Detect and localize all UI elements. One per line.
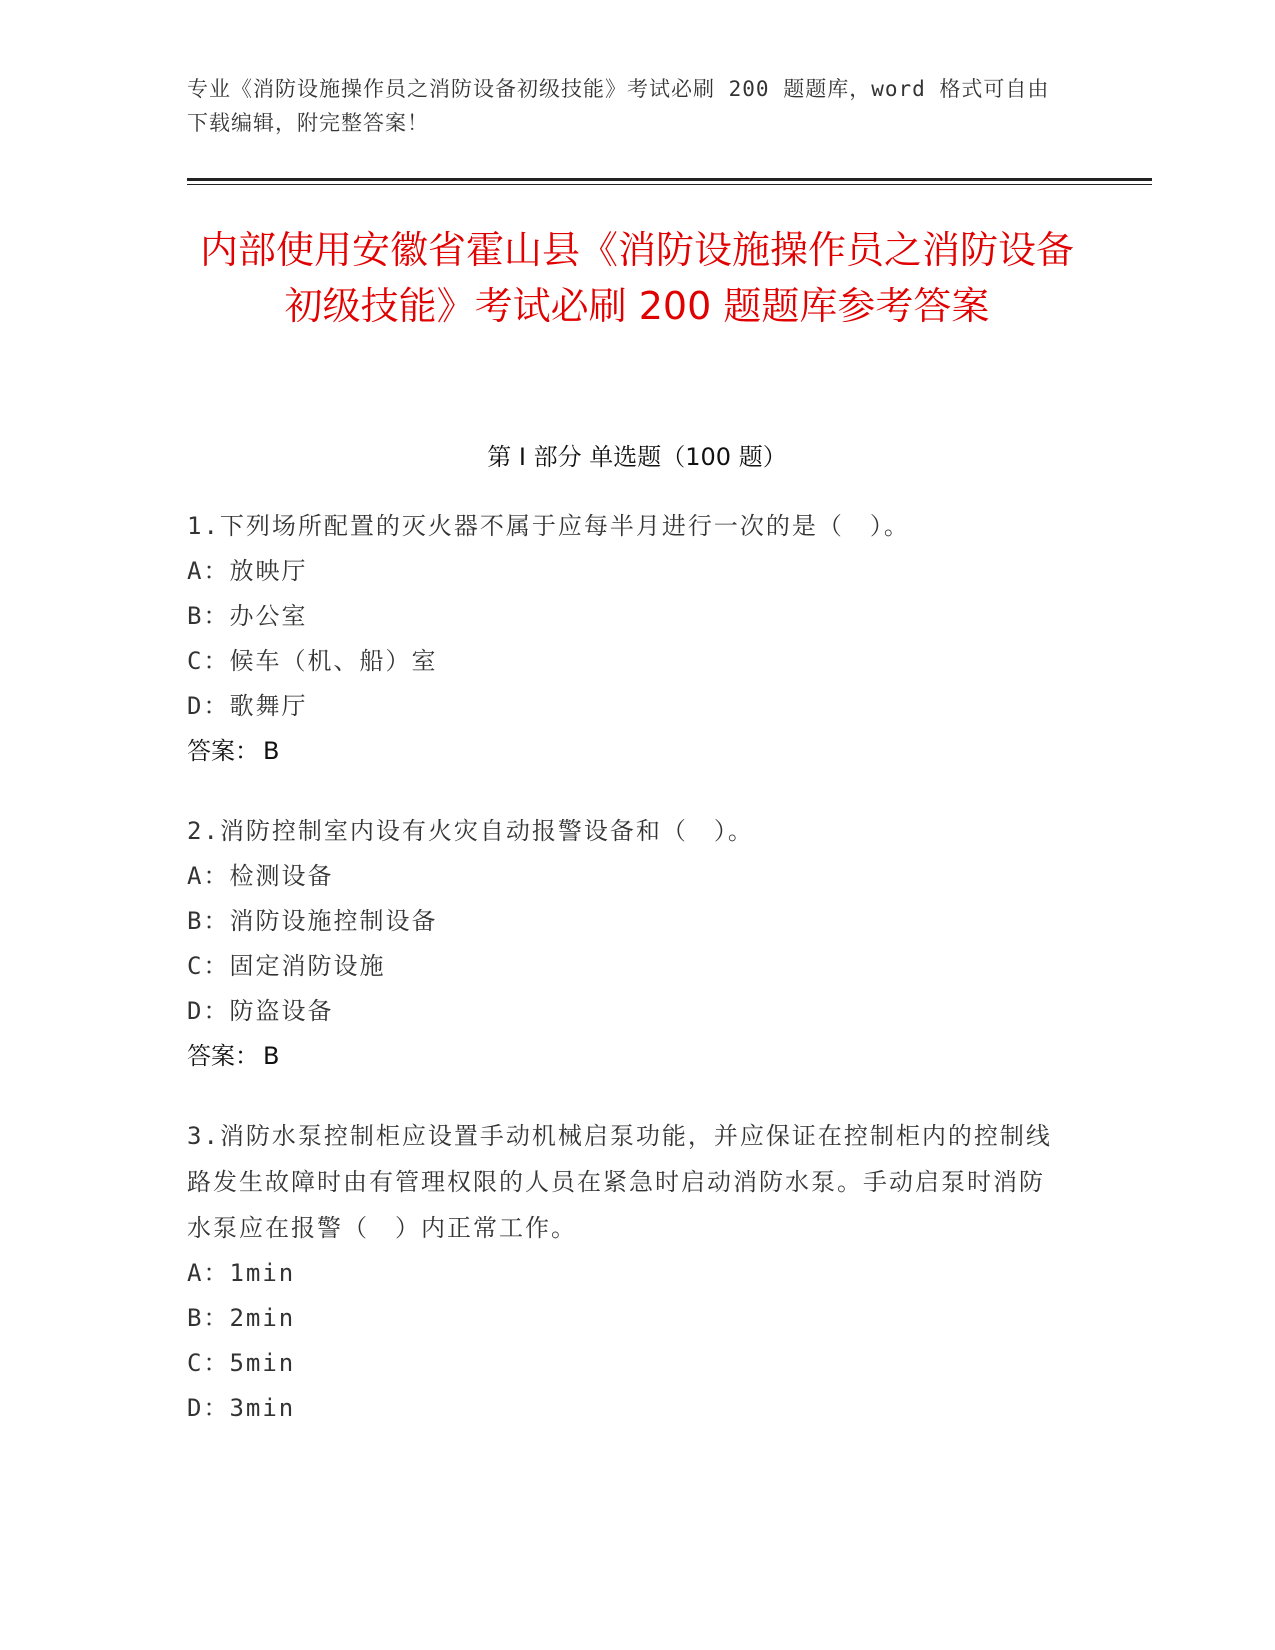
answer-label: 答案： — [187, 1042, 259, 1070]
option-a: A：检测设备 — [187, 862, 334, 890]
option-d: D：防盗设备 — [187, 997, 334, 1025]
option-d: D：3min — [187, 1394, 296, 1422]
answer-line — [187, 729, 1067, 774]
answer-line — [187, 1034, 1067, 1079]
option-c: C：固定消防设施 — [187, 952, 386, 980]
question-text: 3.消防水泵控制柜应设置手动机械启泵功能，并应保证在控制柜内的控制线路发生故障时由有管理权限的人员在紧急时启动消防水泵。手动启泵时消防水泵应在报警（ ）内正常工作。 — [187, 1122, 1052, 1242]
option-b: B：消防设施控制设备 — [187, 907, 438, 935]
question-1 — [187, 503, 1067, 774]
option-b: B：办公室 — [187, 602, 308, 630]
option-b: B：2min — [187, 1304, 296, 1332]
option-d: D：歌舞厅 — [187, 692, 308, 720]
question-3 — [187, 1113, 1067, 1431]
document-title: 内部使用安徽省霍山县《消防设施操作员之消防设备初级技能》考试必刷 200 题题库参考答案 — [199, 228, 1074, 328]
answer-value: B — [263, 1042, 280, 1070]
answer-value: B — [263, 737, 280, 765]
question-2 — [187, 808, 1067, 1079]
option-c: C：候车（机、船）室 — [187, 647, 438, 675]
answer-label: 答案： — [187, 737, 259, 765]
header-divider-thick — [187, 178, 1152, 181]
option-c: C：5min — [187, 1349, 296, 1377]
option-a: A：放映厅 — [187, 557, 308, 585]
header-divider-thin — [187, 184, 1152, 185]
question-text: 1.下列场所配置的灭火器不属于应每半月进行一次的是（ ）。 — [187, 512, 910, 540]
option-a: A：1min — [187, 1259, 296, 1287]
header-note: 专业《消防设施操作员之消防设备初级技能》考试必刷 200 题题库，word 格式可自由下载编辑，附完整答案！ — [187, 77, 1050, 135]
section-title: 第 I 部分 单选题（100 题） — [487, 443, 787, 471]
question-text: 2.消防控制室内设有火灾自动报警设备和（ ）。 — [187, 817, 754, 845]
